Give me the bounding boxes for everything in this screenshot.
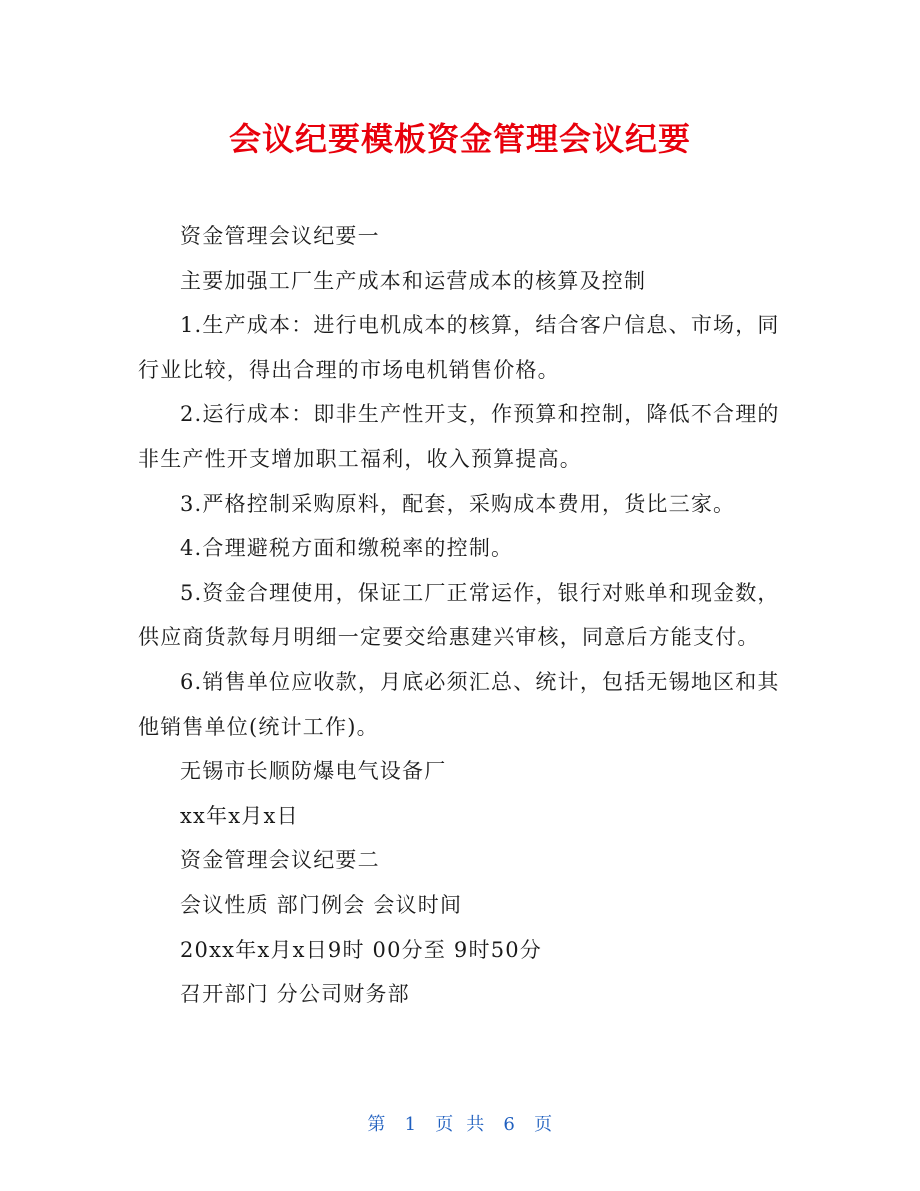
paragraph-meeting-nature: 会议性质 部门例会 会议时间 <box>180 892 463 917</box>
page-footer <box>0 1113 920 1137</box>
paragraph-item-6: 6.销售单位应收款，月底必须汇总、统计，包括无锡地区和其他销售单位(统计工作)。 <box>138 669 780 739</box>
document-body <box>138 214 782 1017</box>
footer-label-end: 页 <box>534 1114 553 1135</box>
paragraph-item-3: 3.严格控制采购原料，配套，采购成本费用，货比三家。 <box>180 491 736 516</box>
footer-total-pages: 6 <box>503 1114 516 1135</box>
paragraph-section-heading-1: 资金管理会议纪要一 <box>180 224 380 248</box>
paragraph-item-5: 5.资金合理使用，保证工厂正常运作，银行对账单和现金数，供应商货款每月明细一定要交给惠建兴审核，同意后方能支付。 <box>138 580 780 650</box>
paragraph-organization: 无锡市长顺防爆电气设备厂 <box>180 759 447 784</box>
paragraph-item-1: 1.生产成本：进行电机成本的核算，结合客户信息、市场，同行业比较，得出合理的市场电机销售价格。 <box>138 313 780 382</box>
paragraph-item-2: 2.运行成本：即非生产性开支，作预算和控制，降低不合理的非生产性开支增加职工福利，收入预算提高。 <box>138 402 780 471</box>
footer-label-of: 页 共 <box>435 1114 485 1135</box>
footer-label-page: 第 <box>367 1114 386 1135</box>
footer-current-page: 1 <box>404 1114 417 1135</box>
paragraph-meeting-time: 20xx年x月x日9时 00分至 9时50分 <box>180 937 543 962</box>
paragraph-date: xx年x月x日 <box>180 803 299 828</box>
paragraph-intro: 主要加强工厂生产成本和运营成本的核算及控制 <box>180 268 647 293</box>
paragraph-section-heading-2: 资金管理会议纪要二 <box>180 848 380 873</box>
paragraph-item-4: 4.合理避税方面和缴税率的控制。 <box>180 536 514 561</box>
document-title: 会议纪要模板资金管理会议纪要 <box>228 120 691 158</box>
paragraph-department: 召开部门 分公司财务部 <box>180 982 410 1007</box>
